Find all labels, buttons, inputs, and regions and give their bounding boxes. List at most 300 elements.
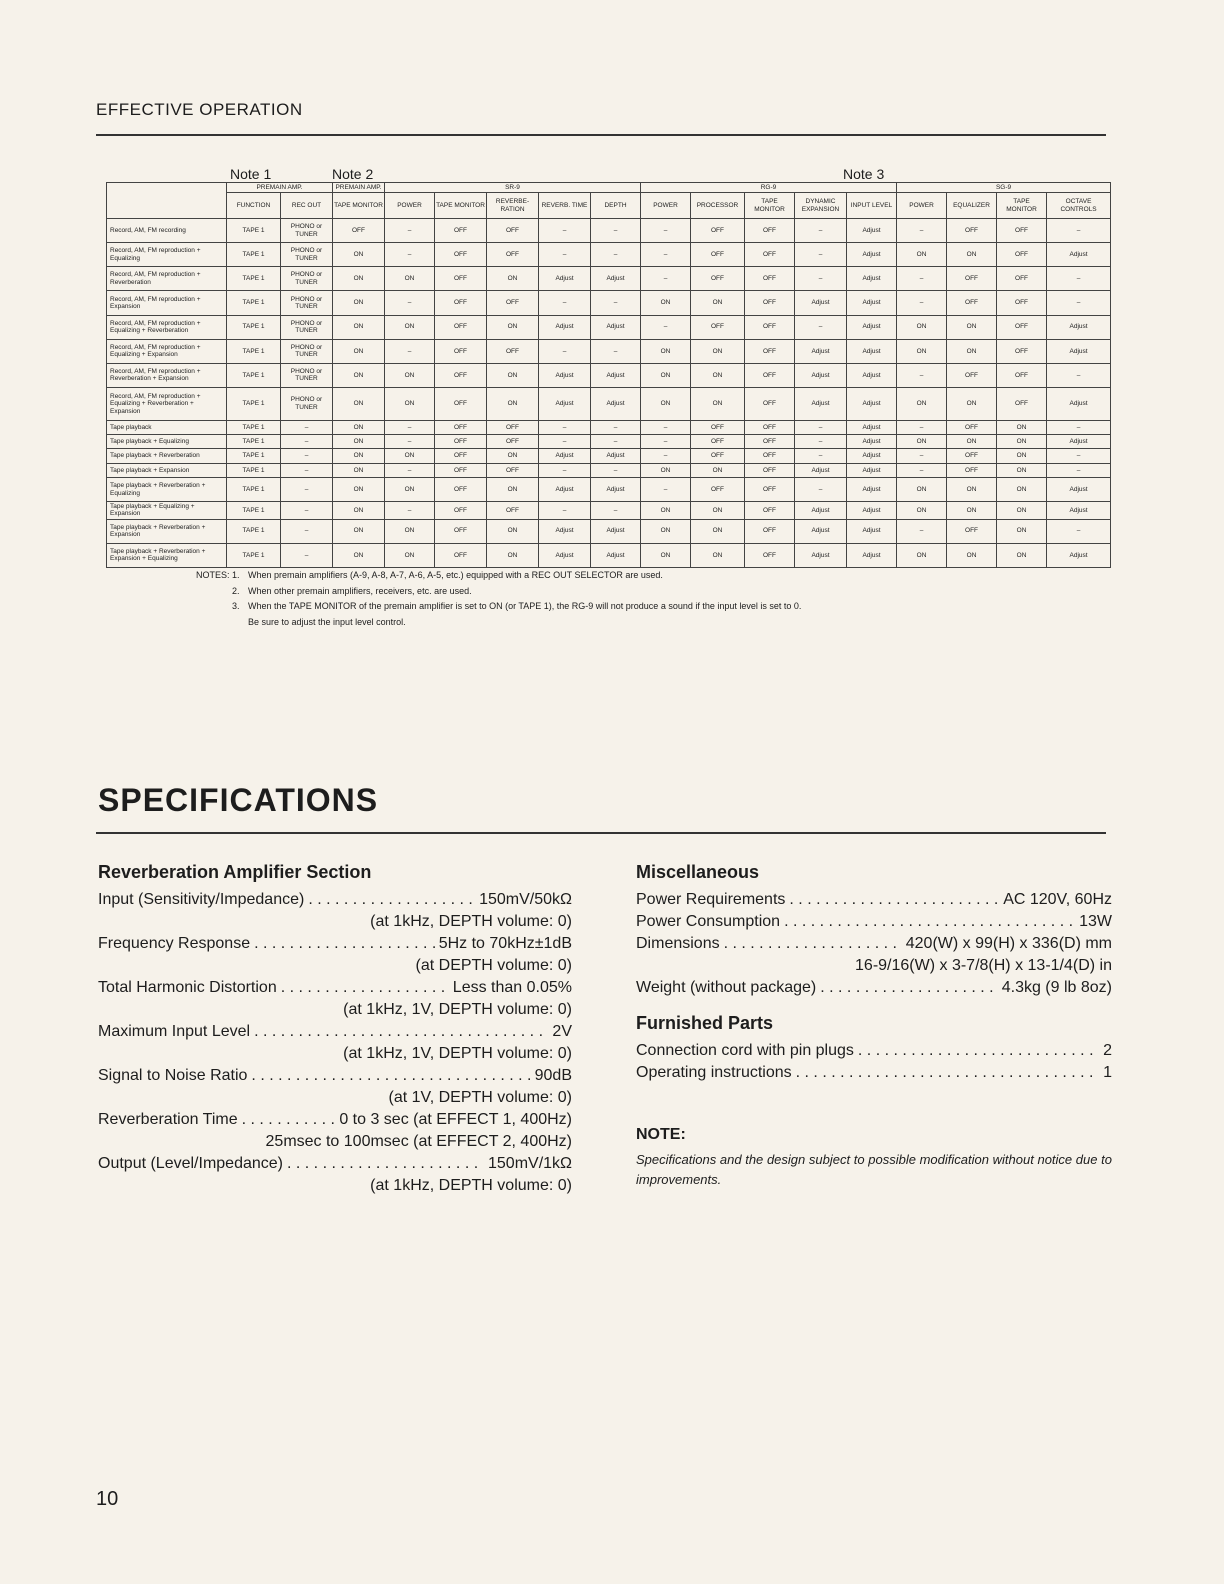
table-cell: OFF	[691, 315, 745, 339]
table-cell: Adjust	[795, 543, 847, 567]
table-cell: ON	[997, 449, 1047, 463]
column-header: REVERBE-RATION	[487, 193, 539, 219]
table-cell: –	[385, 502, 435, 519]
spec-item	[636, 979, 1112, 1001]
spec-label: Reverberation Time	[98, 1111, 238, 1128]
table-cell: ON	[997, 420, 1047, 434]
table-cell: Adjust	[847, 291, 897, 315]
table-footnotes	[196, 568, 801, 630]
table-cell: Adjust	[795, 339, 847, 363]
row-label: Tape playback + Equalizing	[107, 435, 227, 449]
table-cell: –	[641, 477, 691, 501]
misc-spec-list	[636, 891, 1112, 1001]
table-cell: –	[641, 243, 691, 267]
row-label: Record, AM, FM reproduction + Reverberation	[107, 267, 227, 291]
table-cell: OFF	[745, 291, 795, 315]
column-header: DEPTH	[591, 193, 641, 219]
table-cell: OFF	[435, 243, 487, 267]
table-cell: PHONO or TUNER	[281, 363, 333, 387]
table-cell: –	[1047, 291, 1111, 315]
table-cell: ON	[897, 435, 947, 449]
table-cell: ON	[385, 543, 435, 567]
table-cell: Adjust	[847, 363, 897, 387]
leader-dots	[789, 891, 999, 909]
table-row	[107, 315, 1111, 339]
spec-item	[98, 979, 572, 1001]
column-header: PROCESSOR	[691, 193, 745, 219]
table-cell: OFF	[745, 387, 795, 420]
table-cell: TAPE 1	[227, 477, 281, 501]
table-cell: Adjust	[847, 543, 897, 567]
spec-value: 90dB	[534, 1067, 572, 1084]
row-label: Tape playback + Reverberation + Expansion	[107, 519, 227, 543]
table-cell: Adjust	[1047, 502, 1111, 519]
table-cell: ON	[641, 463, 691, 477]
table-cell: –	[281, 420, 333, 434]
reverb-spec-list	[98, 891, 572, 1199]
table-cell: OFF	[435, 477, 487, 501]
table-cell: ON	[641, 339, 691, 363]
note-text: Specifications and the design subject to possible modification without notice due to improvements.	[636, 1152, 1112, 1187]
table-cell: Adjust	[795, 363, 847, 387]
table-cell: TAPE 1	[227, 449, 281, 463]
spec-item	[98, 1111, 572, 1133]
spec-condition: (at 1V, DEPTH volume: 0)	[388, 1089, 572, 1106]
column-header: REVERB. TIME	[539, 193, 591, 219]
table-cell: OFF	[435, 435, 487, 449]
leader-dots	[281, 979, 449, 997]
table-cell: OFF	[691, 243, 745, 267]
table-cell: ON	[897, 502, 947, 519]
table-cell: OFF	[435, 449, 487, 463]
table-cell: ON	[947, 502, 997, 519]
table-cell: OFF	[435, 315, 487, 339]
table-cell: –	[385, 420, 435, 434]
column-header: TAPE MONITOR	[745, 193, 795, 219]
spec-label: Frequency Response	[98, 935, 251, 952]
table-cell: OFF	[435, 543, 487, 567]
table-cell: –	[795, 219, 847, 243]
spec-condition: (at 1kHz, DEPTH volume: 0)	[370, 1177, 572, 1194]
table-cell: OFF	[487, 291, 539, 315]
row-label: Record, AM, FM reproduction + Equalizing + Expansion	[107, 339, 227, 363]
table-cell: ON	[897, 339, 947, 363]
row-label: Tape playback + Expansion	[107, 463, 227, 477]
table-cell: OFF	[487, 463, 539, 477]
table-cell: Adjust	[591, 267, 641, 291]
table-cell: Adjust	[847, 387, 897, 420]
spec-item	[636, 1042, 1112, 1064]
misc-section	[636, 862, 1112, 1190]
table-cell: Adjust	[795, 387, 847, 420]
row-label: Record, AM, FM reproduction + Expansion	[107, 291, 227, 315]
section-rule	[96, 134, 1106, 136]
table-cell: ON	[691, 519, 745, 543]
table-cell: Adjust	[591, 387, 641, 420]
table-cell: ON	[947, 435, 997, 449]
spec-value: Less than 0.05%	[452, 979, 572, 996]
table-cell: ON	[385, 477, 435, 501]
table-cell: Adjust	[539, 449, 591, 463]
table-cell: TAPE 1	[227, 267, 281, 291]
table-cell: ON	[997, 519, 1047, 543]
spec-item	[98, 891, 572, 913]
table-cell: –	[641, 219, 691, 243]
specifications-rule	[96, 832, 1106, 834]
spec-value: 420(W) x 99(H) x 336(D) mm	[905, 935, 1112, 952]
table-cell: –	[641, 315, 691, 339]
table-cell: –	[591, 463, 641, 477]
table-row	[107, 519, 1111, 543]
table-cell: ON	[691, 363, 745, 387]
table-cell: ON	[997, 463, 1047, 477]
table-cell: –	[281, 463, 333, 477]
table-cell: TAPE 1	[227, 543, 281, 567]
table-cell: OFF	[745, 502, 795, 519]
table-cell: –	[1047, 420, 1111, 434]
table-cell: OFF	[745, 243, 795, 267]
table-cell: TAPE 1	[227, 243, 281, 267]
table-cell: ON	[333, 449, 385, 463]
table-cell: ON	[385, 449, 435, 463]
table-cell: ON	[641, 543, 691, 567]
row-label: Record, AM, FM reproduction + Reverberation + Expansion	[107, 363, 227, 387]
column-header: EQUALIZER	[947, 193, 997, 219]
table-cell: Adjust	[847, 519, 897, 543]
table-cell: Adjust	[847, 267, 897, 291]
table-row	[107, 449, 1111, 463]
table-cell: –	[591, 502, 641, 519]
table-cell: Adjust	[847, 339, 897, 363]
table-cell: ON	[487, 449, 539, 463]
furnished-list	[636, 1042, 1112, 1086]
spec-value: 1	[1103, 1064, 1112, 1081]
table-cell: ON	[333, 477, 385, 501]
table-cell: OFF	[435, 219, 487, 243]
table-row	[107, 387, 1111, 420]
table-cell: –	[385, 435, 435, 449]
table-cell: OFF	[745, 477, 795, 501]
spec-item	[636, 913, 1112, 935]
spec-value: 2	[1103, 1042, 1112, 1059]
spec-item	[636, 1064, 1112, 1086]
table-cell: OFF	[997, 339, 1047, 363]
reverb-section	[98, 862, 572, 1199]
note-heading: NOTE:	[636, 1126, 686, 1143]
table-row	[107, 435, 1111, 449]
table-cell: OFF	[947, 267, 997, 291]
table-row	[107, 291, 1111, 315]
table-cell: OFF	[691, 219, 745, 243]
table-cell: ON	[333, 420, 385, 434]
spec-value: 5Hz to 70kHz±1dB	[438, 935, 572, 952]
spec-condition: 25msec to 100msec (at EFFECT 2, 400Hz)	[265, 1133, 572, 1150]
leader-dots	[287, 1155, 484, 1173]
table-cell: ON	[385, 519, 435, 543]
table-cell: OFF	[435, 387, 487, 420]
table-cell: –	[795, 267, 847, 291]
leader-dots	[254, 1023, 548, 1041]
table-cell: –	[385, 219, 435, 243]
table-cell: ON	[333, 463, 385, 477]
table-cell: ON	[333, 363, 385, 387]
leader-dots	[820, 979, 997, 997]
table-cell: –	[897, 519, 947, 543]
table-cell: PHONO or TUNER	[281, 315, 333, 339]
spec-label: Maximum Input Level	[98, 1023, 251, 1040]
specifications-title: SPECIFICATIONS	[98, 782, 379, 818]
table-cell: Adjust	[1047, 339, 1111, 363]
table-cell: ON	[997, 502, 1047, 519]
table-cell: ON	[333, 243, 385, 267]
spec-condition: (at 1kHz, 1V, DEPTH volume: 0)	[343, 1045, 572, 1062]
leader-dots	[308, 891, 475, 909]
spec-condition: (at 1kHz, DEPTH volume: 0)	[370, 913, 572, 930]
table-cell: –	[539, 339, 591, 363]
group-header-rg9: RG-9	[641, 183, 897, 193]
table-cell: –	[641, 420, 691, 434]
leader-dots	[796, 1064, 1099, 1082]
table-cell: –	[281, 449, 333, 463]
table-row	[107, 502, 1111, 519]
spec-value: 2V	[552, 1023, 572, 1040]
table-cell: ON	[487, 543, 539, 567]
table-row	[107, 543, 1111, 567]
table-cell: Adjust	[539, 315, 591, 339]
row-label: Record, AM, FM recording	[107, 219, 227, 243]
table-cell: ON	[997, 477, 1047, 501]
table-cell: OFF	[745, 315, 795, 339]
table-row	[107, 243, 1111, 267]
spec-item	[98, 1067, 572, 1089]
column-header: POWER	[897, 193, 947, 219]
notes-label: NOTES:	[196, 570, 230, 580]
column-header: TAPE MONITOR	[333, 193, 385, 219]
table-cell: OFF	[487, 435, 539, 449]
table-cell: TAPE 1	[227, 435, 281, 449]
table-cell: TAPE 1	[227, 291, 281, 315]
table-cell: –	[641, 267, 691, 291]
row-label: Tape playback + Equalizing + Expansion	[107, 502, 227, 519]
table-cell: OFF	[487, 420, 539, 434]
table-cell: OFF	[435, 502, 487, 519]
column-header: FUNCTION	[227, 193, 281, 219]
table-cell: ON	[691, 387, 745, 420]
table-cell: –	[385, 339, 435, 363]
footnote-3-cont: Be sure to adjust the input level control.	[248, 616, 406, 627]
table-cell: OFF	[487, 219, 539, 243]
spec-value: 150mV/1kΩ	[488, 1155, 572, 1172]
note-3-label: Note 3	[843, 166, 885, 182]
table-cell: –	[897, 267, 947, 291]
table-cell: –	[591, 420, 641, 434]
table-cell: OFF	[435, 420, 487, 434]
spec-label: Signal to Noise Ratio	[98, 1067, 248, 1084]
table-cell: ON	[487, 267, 539, 291]
table-cell: ON	[333, 315, 385, 339]
table-cell: Adjust	[1047, 543, 1111, 567]
table-cell: OFF	[997, 315, 1047, 339]
table-cell: Adjust	[539, 387, 591, 420]
spec-label: Power Consumption	[636, 913, 781, 930]
row-label: Tape playback + Reverberation + Equalizing	[107, 477, 227, 501]
column-header: INPUT LEVEL	[847, 193, 897, 219]
spec-condition: 16-9/16(W) x 3-7/8(H) x 13-1/4(D) in	[855, 957, 1112, 974]
group-header-premain-2: PREMAIN AMP.	[333, 183, 385, 193]
table-cell: OFF	[487, 339, 539, 363]
leader-dots	[251, 1067, 530, 1085]
table-cell: PHONO or TUNER	[281, 219, 333, 243]
note-2-label: Note 2	[332, 166, 374, 182]
column-header: DYNAMIC EXPANSION	[795, 193, 847, 219]
row-label: Record, AM, FM reproduction + Equalizing	[107, 243, 227, 267]
table-cell: OFF	[947, 291, 997, 315]
table-cell: OFF	[691, 267, 745, 291]
table-cell: Adjust	[795, 291, 847, 315]
table-cell: OFF	[691, 449, 745, 463]
table-cell: Adjust	[847, 463, 897, 477]
table-cell: –	[1047, 363, 1111, 387]
table-cell: –	[795, 420, 847, 434]
table-cell: ON	[897, 243, 947, 267]
table-cell: ON	[487, 477, 539, 501]
table-cell: –	[539, 463, 591, 477]
table-cell: ON	[947, 243, 997, 267]
misc-heading: Miscellaneous	[636, 862, 760, 882]
table-cell: ON	[641, 291, 691, 315]
table-cell: OFF	[745, 339, 795, 363]
table-cell: ON	[897, 315, 947, 339]
table-cell: OFF	[745, 219, 795, 243]
table-cell: ON	[385, 267, 435, 291]
table-cell: ON	[897, 477, 947, 501]
table-row	[107, 219, 1111, 243]
spec-label: Power Requirements	[636, 891, 786, 908]
table-cell: OFF	[745, 463, 795, 477]
table-cell: Adjust	[591, 449, 641, 463]
table-cell: ON	[641, 363, 691, 387]
spec-value: AC 120V, 60Hz	[1003, 891, 1112, 908]
table-cell: OFF	[487, 243, 539, 267]
table-cell: ON	[947, 339, 997, 363]
table-cell: –	[1047, 519, 1111, 543]
table-cell: ON	[333, 291, 385, 315]
table-cell: Adjust	[1047, 315, 1111, 339]
table-cell: OFF	[435, 519, 487, 543]
table-cell: PHONO or TUNER	[281, 291, 333, 315]
spec-label: Input (Sensitivity/Impedance)	[98, 891, 305, 908]
table-cell: Adjust	[1047, 435, 1111, 449]
table-cell: Adjust	[847, 477, 897, 501]
table-cell: ON	[691, 463, 745, 477]
leader-dots	[858, 1042, 1099, 1060]
table-cell: OFF	[997, 291, 1047, 315]
table-cell: Adjust	[539, 519, 591, 543]
table-cell: OFF	[745, 519, 795, 543]
table-cell: –	[641, 435, 691, 449]
row-label: Tape playback + Reverberation	[107, 449, 227, 463]
footnote-3: 3. When the TAPE MONITOR of the premain amplifier is set to ON (or TAPE 1), the RG-9 will not produce a sound if the input level is set to 0.	[232, 601, 802, 611]
table-cell: OFF	[745, 435, 795, 449]
table-cell: –	[539, 291, 591, 315]
table-cell: –	[591, 339, 641, 363]
table-cell: –	[385, 463, 435, 477]
row-label: Tape playback	[107, 420, 227, 434]
column-header: REC OUT	[281, 193, 333, 219]
column-header: TAPE MONITOR	[997, 193, 1047, 219]
table-row	[107, 267, 1111, 291]
table-cell: TAPE 1	[227, 339, 281, 363]
table-cell: –	[897, 463, 947, 477]
table-cell: OFF	[435, 267, 487, 291]
table-cell: TAPE 1	[227, 219, 281, 243]
table-cell: OFF	[745, 363, 795, 387]
table-cell: –	[385, 243, 435, 267]
table-cell: –	[1047, 267, 1111, 291]
leader-dots	[254, 935, 435, 953]
spec-value: 150mV/50kΩ	[479, 891, 572, 908]
table-cell: Adjust	[1047, 477, 1111, 501]
table-cell: PHONO or TUNER	[281, 339, 333, 363]
table-cell: –	[591, 219, 641, 243]
row-label: Record, AM, FM reproduction + Equalizing + Reverberation	[107, 315, 227, 339]
table-cell: –	[897, 291, 947, 315]
spec-label: Output (Level/Impedance)	[98, 1155, 283, 1172]
table-cell: ON	[691, 339, 745, 363]
table-cell: –	[281, 435, 333, 449]
table-cell: OFF	[997, 243, 1047, 267]
note-1-label: Note 1	[230, 166, 272, 182]
table-cell: Adjust	[539, 267, 591, 291]
table-cell: –	[897, 420, 947, 434]
table-cell: PHONO or TUNER	[281, 243, 333, 267]
table-cell: Adjust	[847, 435, 897, 449]
table-cell: ON	[947, 315, 997, 339]
table-row	[107, 420, 1111, 434]
table-cell: Adjust	[847, 449, 897, 463]
spec-item	[636, 891, 1112, 913]
table-cell: –	[1047, 463, 1111, 477]
table-cell: ON	[487, 363, 539, 387]
table-cell: –	[539, 502, 591, 519]
table-cell: –	[281, 543, 333, 567]
group-header-sg9: SG-9	[897, 183, 1111, 193]
table-cell: –	[591, 291, 641, 315]
table-cell: –	[897, 363, 947, 387]
spec-label: Total Harmonic Distortion	[98, 979, 277, 996]
table-cell: ON	[947, 543, 997, 567]
table-cell: Adjust	[1047, 387, 1111, 420]
operation-table	[106, 182, 1111, 568]
group-header-premain: PREMAIN AMP.	[227, 183, 333, 193]
table-cell: ON	[641, 387, 691, 420]
column-header: OCTAVE CONTROLS	[1047, 193, 1111, 219]
blank-header-cell	[107, 183, 227, 219]
table-cell: PHONO or TUNER	[281, 387, 333, 420]
table-cell: Adjust	[591, 543, 641, 567]
leader-dots	[242, 1111, 336, 1129]
table-cell: TAPE 1	[227, 502, 281, 519]
table-cell: ON	[691, 291, 745, 315]
table-cell: –	[795, 243, 847, 267]
table-cell: –	[897, 219, 947, 243]
table-cell: PHONO or TUNER	[281, 267, 333, 291]
table-cell: Adjust	[591, 519, 641, 543]
table-cell: –	[641, 449, 691, 463]
table-cell: OFF	[997, 387, 1047, 420]
table-row	[107, 339, 1111, 363]
table-row	[107, 477, 1111, 501]
